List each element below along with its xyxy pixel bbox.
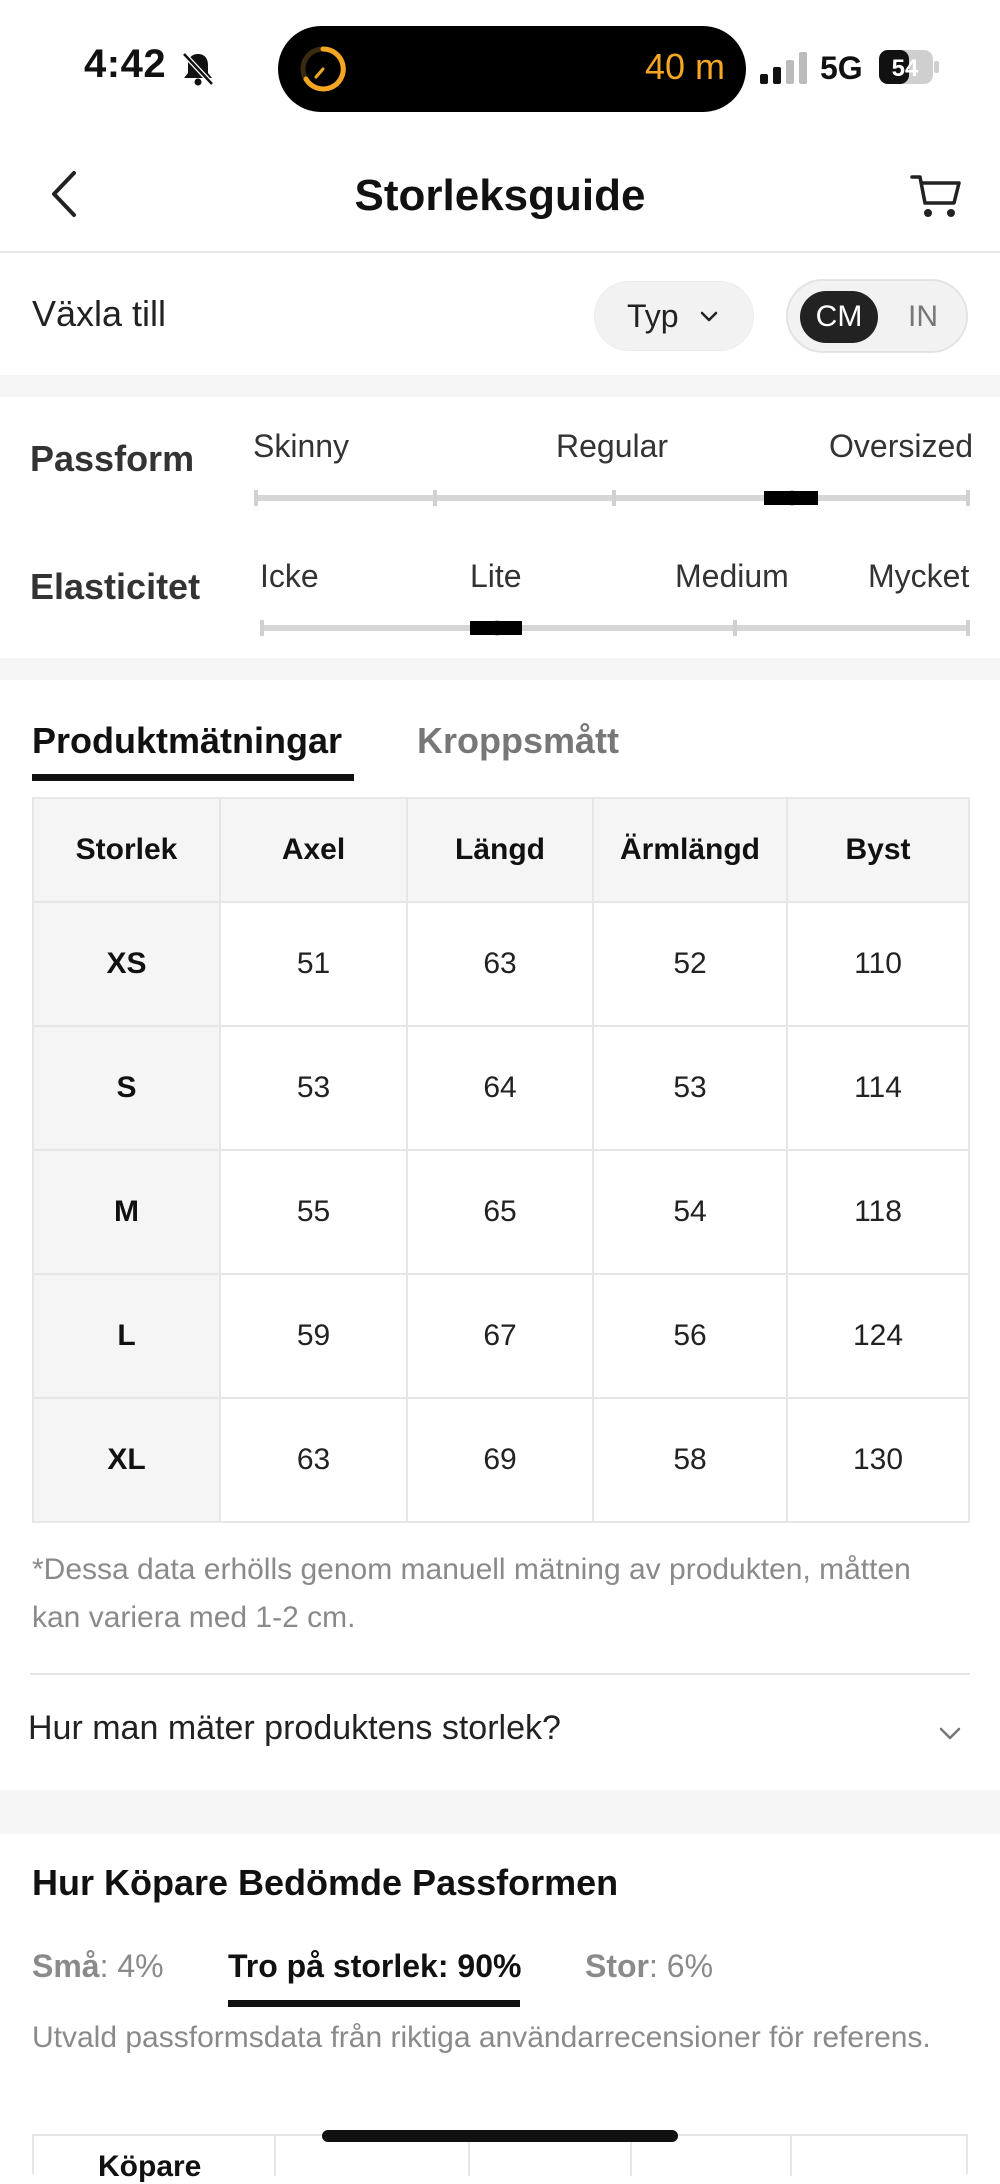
table-cell: 114 <box>787 1026 969 1150</box>
passform-option-regular: Regular <box>556 428 669 464</box>
size-cell: L <box>33 1274 220 1398</box>
rating-large-value: : 6% <box>649 1948 714 1984</box>
table-cell: 51 <box>220 902 407 1026</box>
header-sleeve-length: Ärmlängd <box>593 798 787 902</box>
elasticitet-marker <box>470 621 522 635</box>
type-dropdown-label: Typ <box>627 298 679 334</box>
activity-time: 40 m <box>645 46 726 87</box>
column-divider <box>274 2136 276 2176</box>
timer-icon <box>298 44 348 94</box>
size-cell: M <box>33 1150 220 1274</box>
table-cell: 53 <box>220 1026 407 1150</box>
rating-small[interactable] <box>32 1948 164 1985</box>
how-to-measure-row[interactable] <box>0 1675 1000 1787</box>
rating-large[interactable] <box>585 1948 713 1985</box>
how-to-measure-label: Hur man mäter produktens storlek? <box>28 1709 561 1747</box>
unit-switch-row <box>0 253 1000 375</box>
table-cell: 58 <box>593 1398 787 1522</box>
passform-tick <box>433 490 437 506</box>
table-cell: 55 <box>220 1150 407 1274</box>
elasticitet-tick <box>966 620 970 636</box>
table-cell: 59 <box>220 1274 407 1398</box>
unit-toggle[interactable] <box>786 279 968 353</box>
measurement-note: *Dessa data erhölls genom manuell mätning av produkten, måtten kan variera med 1-2 cm. <box>32 1553 911 1634</box>
table-cell: 65 <box>407 1150 593 1274</box>
elasticitet-track <box>260 625 968 631</box>
type-dropdown-button[interactable] <box>594 281 754 351</box>
fit-rating-tabs <box>0 1942 1000 2012</box>
table-cell: 67 <box>407 1274 593 1398</box>
reviewer-header: Köpare <box>98 2150 202 2183</box>
passform-track <box>254 495 968 501</box>
passform-tick <box>966 490 970 506</box>
table-cell: 63 <box>407 902 593 1026</box>
section-separator <box>0 375 1000 397</box>
table-row <box>33 902 969 1026</box>
table-row <box>33 1398 969 1522</box>
tab-product-measurements[interactable]: Produktmätningar <box>32 720 343 761</box>
column-divider <box>468 2136 470 2176</box>
table-row <box>33 1026 969 1150</box>
measurement-tabs <box>0 712 1000 782</box>
tab-body-measurements[interactable]: Kroppsmått <box>417 720 620 761</box>
size-cell: XL <box>33 1398 220 1522</box>
rating-small-value: : 4% <box>99 1948 164 1984</box>
rating-active-underline <box>228 2000 520 2007</box>
table-cell: 64 <box>407 1026 593 1150</box>
elasticitet-option-icke: Icke <box>260 558 319 594</box>
page-title: Storleksguide <box>354 171 646 220</box>
size-cell: S <box>33 1026 220 1150</box>
home-indicator[interactable] <box>322 2130 678 2142</box>
network-label: 5G <box>820 50 863 86</box>
table-cell: 130 <box>787 1398 969 1522</box>
elasticitet-option-medium: Medium <box>675 558 789 594</box>
header-bust: Byst <box>787 798 969 902</box>
header-shoulder: Axel <box>220 798 407 902</box>
passform-tick <box>612 490 616 506</box>
chevron-down-icon <box>936 1719 964 1747</box>
elasticitet-label: Elasticitet <box>30 566 201 607</box>
bell-muted-icon <box>178 48 218 88</box>
chevron-down-icon <box>697 304 721 328</box>
rating-description: Utvald passformsdata från riktiga användarrecensioner för referens. <box>32 2021 931 2054</box>
table-cell: 110 <box>787 902 969 1026</box>
table-row <box>33 1150 969 1274</box>
status-time: 4:42 <box>84 42 167 86</box>
passform-option-skinny: Skinny <box>253 428 350 464</box>
fit-section <box>0 398 1000 658</box>
passform-label: Passform <box>30 438 195 479</box>
battery-icon <box>878 48 940 86</box>
table-cell: 52 <box>593 902 787 1026</box>
column-divider <box>790 2136 792 2176</box>
elasticitet-tick <box>260 620 264 636</box>
rating-small-label: Små <box>32 1948 100 1984</box>
header-size: Storlek <box>33 798 220 902</box>
passform-tick <box>254 490 258 506</box>
fit-rating-title: Hur Köpare Bedömde Passformen <box>32 1862 619 1903</box>
section-separator <box>0 658 1000 680</box>
battery-level: 54 <box>891 55 919 82</box>
status-bar <box>0 0 1000 135</box>
navbar <box>0 135 1000 253</box>
switch-label: Växla till <box>32 293 167 334</box>
rating-large-label: Stor <box>585 1948 649 1984</box>
column-divider <box>630 2136 632 2176</box>
table-header-row <box>33 798 969 902</box>
table-row <box>33 1274 969 1398</box>
table-cell: 124 <box>787 1274 969 1398</box>
rating-true-to-size[interactable]: Tro på storlek: 90% <box>228 1948 522 1984</box>
table-cell: 118 <box>787 1150 969 1274</box>
cart-icon[interactable] <box>910 171 962 221</box>
passform-option-oversized: Oversized <box>829 428 974 464</box>
elasticitet-tick <box>733 620 737 636</box>
section-separator <box>0 1790 1000 1834</box>
signal-icon <box>760 52 810 84</box>
table-cell: 56 <box>593 1274 787 1398</box>
table-cell: 54 <box>593 1150 787 1274</box>
table-cell: 63 <box>220 1398 407 1522</box>
elasticitet-option-lite: Lite <box>470 558 522 594</box>
elasticitet-option-mycket: Mycket <box>868 558 970 594</box>
table-cell: 53 <box>593 1026 787 1150</box>
size-cell: XS <box>33 902 220 1026</box>
passform-marker <box>764 491 818 505</box>
active-tab-underline <box>32 774 354 781</box>
unit-cm-option[interactable]: CM <box>800 291 878 343</box>
header-length: Längd <box>407 798 593 902</box>
unit-in-option[interactable]: IN <box>908 300 938 333</box>
size-table <box>32 797 970 1523</box>
table-cell: 69 <box>407 1398 593 1522</box>
